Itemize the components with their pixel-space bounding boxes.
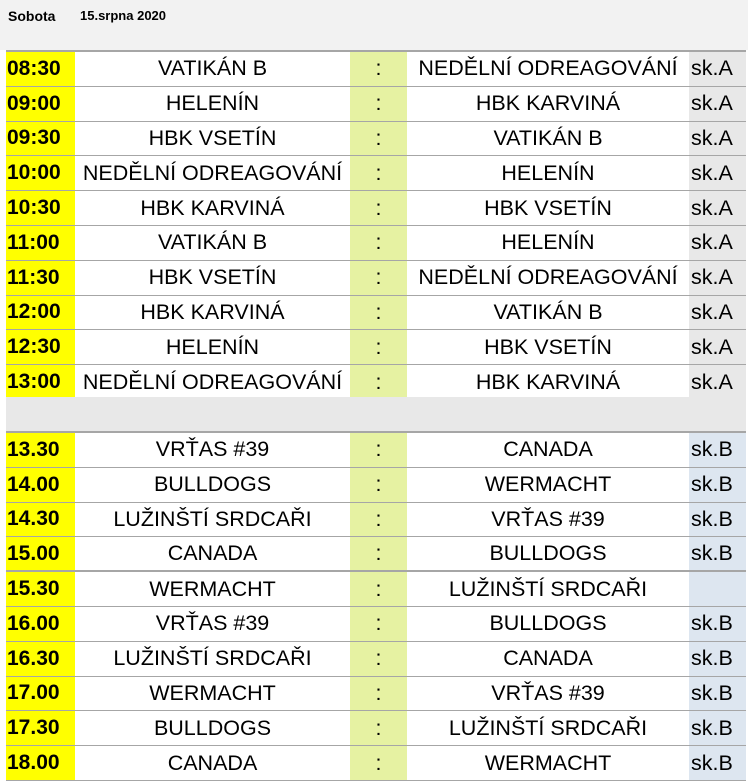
group-label [689,572,746,606]
match-row [6,330,746,365]
home-team: VATIKÁN B [157,230,268,255]
match-row [6,746,746,781]
match-time: 10:30 [6,191,75,225]
score-separator: : [350,503,407,537]
away-team: LUŽINŠTÍ SRDCAŘI [448,715,648,740]
match-row [6,261,746,296]
match-time: 17.00 [6,677,75,711]
away-team: WERMACHT [484,750,612,775]
score-separator: : [350,365,407,399]
group-label: sk.A [689,365,746,399]
group-label: sk.A [689,52,746,86]
away-team: NEDĚLNÍ ODREAGOVÁNÍ [418,56,678,81]
score-separator: : [350,642,407,676]
match-time: 13.30 [6,433,75,467]
match-row [6,226,746,261]
match-row [6,156,746,191]
score-separator: : [350,607,407,641]
away-team: BULLDOGS [489,541,607,566]
group-label: sk.B [689,468,746,502]
group-separator-row [6,397,746,431]
away-team: LUŽINŠTÍ SRDCAŘI [448,576,648,601]
match-row [6,296,746,331]
group-label: sk.B [689,607,746,641]
match-time: 14.30 [6,503,75,537]
away-team: BULLDOGS [489,611,607,636]
away-team: HBK VSETÍN [484,195,612,220]
group-b-schedule [6,431,746,781]
score-separator: : [350,537,407,570]
match-row [6,711,746,746]
home-team: HELENÍN [165,91,260,116]
group-label: sk.B [689,503,746,537]
home-team: VRŤAS #39 [155,437,270,462]
score-separator: : [350,191,407,225]
home-team: HBK VSETÍN [148,265,277,290]
home-team: BULLDOGS [153,472,272,497]
match-row [6,433,746,468]
away-team: HBK VSETÍN [484,334,612,359]
group-label: sk.B [689,433,746,467]
match-time: 18.00 [6,746,75,780]
match-time: 12:00 [6,296,75,330]
away-team: HELENÍN [501,230,595,255]
match-row [6,572,746,607]
match-time: 14.00 [6,468,75,502]
match-row [6,87,746,122]
score-separator: : [350,677,407,711]
group-label: sk.A [689,261,746,295]
score-separator: : [350,711,407,745]
away-team: CANADA [503,437,593,462]
match-row [6,191,746,226]
away-team: HELENÍN [501,160,595,185]
match-row [6,537,746,572]
home-team: WERMACHT [149,576,276,601]
match-time: 15.30 [6,572,75,606]
score-separator: : [350,433,407,467]
score-separator: : [350,52,407,86]
away-team: VRŤAS #39 [491,506,605,531]
home-team: VRŤAS #39 [155,611,270,636]
home-team: BULLDOGS [153,715,272,740]
match-row [6,642,746,677]
match-time: 11:00 [6,226,75,260]
score-separator: : [350,746,407,780]
match-row [6,503,746,538]
home-team: HBK VSETÍN [148,125,277,150]
home-team: LUŽINŠTÍ SRDCAŘI [113,506,312,531]
home-team: VATIKÁN B [157,56,268,81]
away-team: HBK KARVINÁ [475,91,621,116]
group-label: sk.A [689,122,746,156]
away-team: HBK KARVINÁ [475,369,621,394]
score-separator: : [350,330,407,364]
score-separator: : [350,226,407,260]
match-row [6,607,746,642]
home-team: CANADA [167,750,258,775]
match-time: 12:30 [6,330,75,364]
group-label: sk.A [689,87,746,121]
sheet-header [0,0,748,50]
match-row [6,52,746,87]
match-row [6,677,746,712]
match-time: 11:30 [6,261,75,295]
match-row [6,468,746,503]
match-time: 17.30 [6,711,75,745]
home-team: HBK KARVINÁ [140,299,285,324]
group-label: sk.A [689,156,746,190]
score-separator: : [350,156,407,190]
away-team: VATIKÁN B [493,299,603,324]
match-time: 16.00 [6,607,75,641]
score-separator: : [350,122,407,156]
match-time: 15.00 [6,537,75,570]
group-label: sk.A [689,330,746,364]
home-team: LUŽINŠTÍ SRDCAŘI [113,646,312,671]
score-separator: : [350,261,407,295]
away-team: CANADA [503,646,593,671]
match-row [6,122,746,157]
away-team: WERMACHT [484,472,612,497]
match-time: 16.30 [6,642,75,676]
away-team: VRŤAS #39 [491,680,605,705]
score-separator: : [350,468,407,502]
match-time: 10:00 [6,156,75,190]
group-label: sk.B [689,711,746,745]
score-separator: : [350,87,407,121]
home-team: HELENÍN [165,334,260,359]
match-time: 09:30 [6,122,75,156]
match-row [6,365,746,400]
group-label: sk.A [689,191,746,225]
group-a-schedule [6,50,746,400]
match-time: 09:00 [6,87,75,121]
home-team: NEDĚLNÍ ODREAGOVÁNÍ [82,369,343,394]
away-team: NEDĚLNÍ ODREAGOVÁNÍ [418,265,678,290]
group-label: sk.B [689,642,746,676]
score-separator: : [350,296,407,330]
home-team: WERMACHT [149,680,276,705]
date-label: 15.srpna 2020 [80,8,167,23]
group-label: sk.A [689,226,746,260]
day-label: Sobota [8,8,56,24]
home-team: NEDĚLNÍ ODREAGOVÁNÍ [82,160,343,185]
group-label: sk.A [689,296,746,330]
away-team: VATIKÁN B [493,125,603,150]
home-team: HBK KARVINÁ [140,195,285,220]
group-label: sk.B [689,537,746,570]
score-separator: : [350,572,407,606]
match-time: 08:30 [6,52,75,86]
match-time: 13:00 [6,365,75,399]
home-team: CANADA [167,541,258,566]
group-label: sk.B [689,746,746,780]
group-label: sk.B [689,677,746,711]
